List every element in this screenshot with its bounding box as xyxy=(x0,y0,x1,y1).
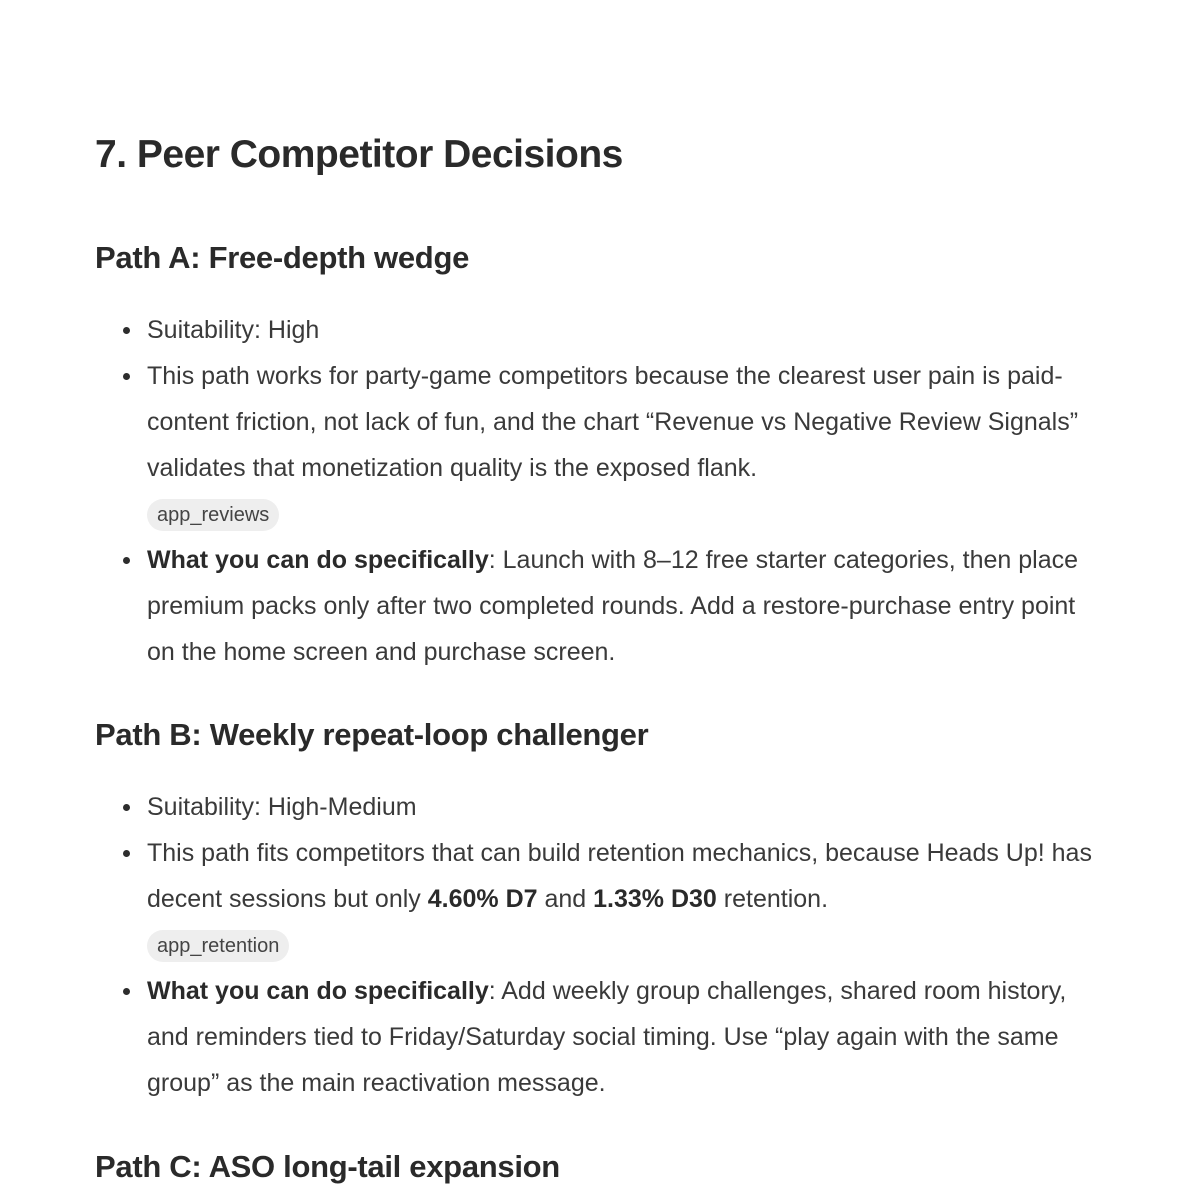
path-b-action-label: What you can do specifically xyxy=(147,977,489,1005)
list-item xyxy=(95,353,1135,537)
bullet-icon xyxy=(123,988,130,995)
bullet-icon xyxy=(123,557,130,564)
d30-retention-value: 1.33% D30 xyxy=(593,885,717,913)
path-b-title: Path B: Weekly repeat-loop challenger xyxy=(95,717,649,752)
source-tag-app-reviews[interactable]: app_reviews xyxy=(147,499,279,531)
path-b-bullets xyxy=(95,784,1135,1106)
path-b-action-text: : Add weekly group challenges, shared room history, and reminders tied to Friday/Saturday social timing. Use “play again with the same group” as the main reactivation message. xyxy=(147,977,1067,1097)
path-c-title: Path C: ASO long-tail expansion xyxy=(95,1149,560,1184)
path-b-rationale-post: retention. xyxy=(716,885,829,913)
list-item xyxy=(95,784,1135,830)
list-item xyxy=(95,830,1135,968)
bullet-icon xyxy=(123,373,130,380)
path-a-bullets xyxy=(95,307,1135,675)
bullet-icon xyxy=(123,327,130,334)
path-a-section xyxy=(95,236,1135,675)
path-b-suitability: Suitability: High-Medium xyxy=(147,793,417,821)
path-a-title: Path A: Free-depth wedge xyxy=(95,240,470,275)
path-a-rationale: This path works for party-game competitors because the clearest user pain is paid-content friction, not lack of fun, and the chart “Revenue vs Negative Review Signals” validates that monetization quality is the exposed flank. xyxy=(147,362,1079,482)
bullet-icon xyxy=(123,850,130,857)
path-b-rationale-mid: and xyxy=(537,885,594,913)
list-item xyxy=(95,537,1135,675)
path-a-suitability: Suitability: High xyxy=(147,316,320,344)
d7-retention-value: 4.60% D7 xyxy=(427,885,538,913)
path-b-rationale-pre: This path fits competitors that can build retention mechanics, because Heads Up! has decent sessions but only xyxy=(147,839,1092,913)
bullet-icon xyxy=(123,804,130,811)
source-tag-app-retention[interactable]: app_retention xyxy=(147,930,289,962)
section-heading: 7. Peer Competitor Decisions xyxy=(95,133,623,176)
list-item xyxy=(95,307,1135,353)
path-c-section xyxy=(95,1145,1135,1189)
path-b-section xyxy=(95,713,1135,1106)
path-a-action-text: : Launch with 8–12 free starter categories, then place premium packs only after two completed rounds. Add a restore-purchase entry point on the home screen and purchase screen. xyxy=(147,546,1078,666)
path-a-action-label: What you can do specifically xyxy=(147,546,489,574)
list-item xyxy=(95,968,1135,1106)
